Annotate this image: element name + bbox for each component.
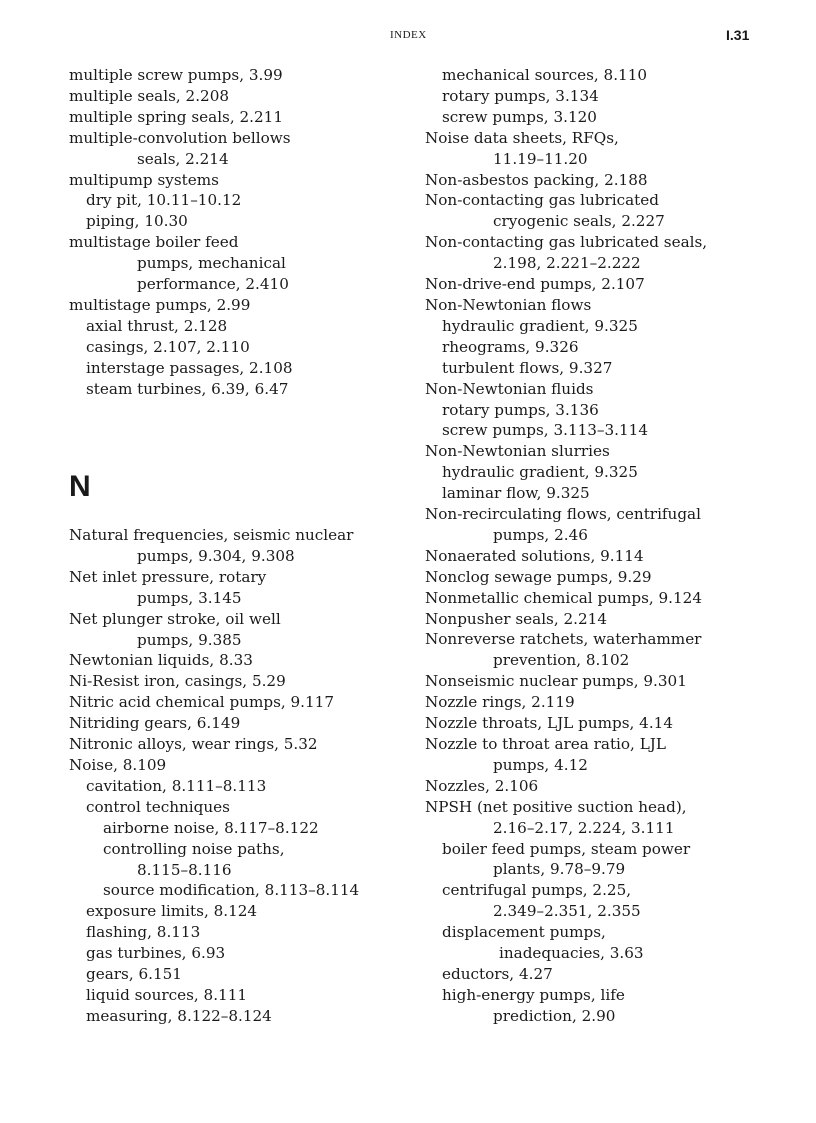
index-entry: Nozzle rings, 2.119 xyxy=(425,693,575,712)
index-subentry: rheograms, 9.326 xyxy=(442,337,579,356)
index-entry: Natural frequencies, seismic nuclear xyxy=(69,526,354,544)
index-entry-continuation: pumps, 9.385 xyxy=(137,630,242,649)
index-column-left-top xyxy=(69,65,419,400)
index-entry: Non-drive-end pumps, 2.107 xyxy=(425,275,645,294)
index-subsubentry: source modification, 8.113–8.114 xyxy=(103,881,360,900)
running-head: INDEX xyxy=(390,29,427,41)
index-subentry: turbulent flows, 9.327 xyxy=(442,358,613,377)
index-entry-continuation: 8.115–8.116 xyxy=(137,860,232,879)
index-entry-continuation: pumps, 2.46 xyxy=(493,525,588,544)
index-entry: Ni-Resist iron, casings, 5.29 xyxy=(69,672,286,691)
index-entry: Noise, 8.109 xyxy=(69,755,167,774)
index-subentry: eductors, 4.27 xyxy=(442,964,553,983)
index-entry-continuation: cryogenic seals, 2.227 xyxy=(493,212,665,231)
index-subentry: dry pit, 10.11–10.12 xyxy=(86,191,242,210)
index-entry: multipump systems xyxy=(69,170,219,189)
index-entry: multiple seals, 2.208 xyxy=(69,86,230,105)
index-entry-continuation: prediction, 2.90 xyxy=(493,1006,616,1025)
index-entry: Noise data sheets, RFQs, xyxy=(425,128,619,147)
index-entry: Nonaerated solutions, 9.114 xyxy=(425,546,644,565)
index-subentry: rotary pumps, 3.136 xyxy=(442,400,599,419)
index-entry: Nonreverse ratchets, waterhammer xyxy=(425,630,702,649)
index-entry-continuation: 2.198, 2.221–2.222 xyxy=(493,254,641,273)
index-subentry: laminar flow, 9.325 xyxy=(442,484,590,503)
section-letter-heading: N xyxy=(69,470,91,503)
index-subentry: exposure limits, 8.124 xyxy=(86,902,258,921)
index-entry: multistage pumps, 2.99 xyxy=(69,295,251,314)
index-subentry: steam turbines, 6.39, 6.47 xyxy=(86,379,289,398)
index-entry: Nonseismic nuclear pumps, 9.301 xyxy=(425,672,687,691)
index-subentry: flashing, 8.113 xyxy=(86,923,201,942)
index-entry: Nozzles, 2.106 xyxy=(425,776,539,795)
index-subentry: high-energy pumps, life xyxy=(442,985,625,1004)
index-entry: multiple-convolution bellows xyxy=(69,128,291,147)
index-entry-continuation: pumps, 9.304, 9.308 xyxy=(137,546,295,565)
index-column-left-bottom xyxy=(69,525,419,1027)
index-column-right xyxy=(425,65,765,1027)
index-entry-continuation: plants, 9.78–9.79 xyxy=(493,860,626,879)
index-entry: Non-contacting gas lubricated xyxy=(425,191,659,210)
index-subentry: boiler feed pumps, steam power xyxy=(442,839,691,858)
index-entry: Nonclog sewage pumps, 9.29 xyxy=(425,567,652,586)
index-subentry: screw pumps, 3.113–3.114 xyxy=(442,421,649,440)
index-entry: Nitriding gears, 6.149 xyxy=(69,714,241,733)
index-entry-continuation: pumps, 4.12 xyxy=(493,755,588,774)
index-entry-continuation: inadequacies, 3.63 xyxy=(499,944,644,963)
index-entry-continuation: prevention, 8.102 xyxy=(493,651,630,670)
index-entry-continuation: 2.349–2.351, 2.355 xyxy=(493,902,641,921)
index-subentry: hydraulic gradient, 9.325 xyxy=(442,316,638,335)
index-entry: Net inlet pressure, rotary xyxy=(69,567,267,586)
index-subentry: measuring, 8.122–8.124 xyxy=(86,1006,272,1025)
index-entry: Non-Newtonian fluids xyxy=(425,379,594,398)
index-subsubentry: airborne noise, 8.117–8.122 xyxy=(103,818,319,837)
index-entry: Nozzle to throat area ratio, LJL xyxy=(425,735,666,753)
index-entry: multiple spring seals, 2.211 xyxy=(69,107,283,126)
page-number: I.31 xyxy=(726,27,750,43)
index-subentry: piping, 10.30 xyxy=(86,212,188,231)
index-subsubentry: controlling noise paths, xyxy=(103,839,285,858)
index-entry: Non-recirculating flows, centrifugal xyxy=(425,505,701,524)
index-entry: Non-Newtonian flows xyxy=(425,295,592,314)
index-entry: Nitric acid chemical pumps, 9.117 xyxy=(69,693,335,712)
index-entry: Non-contacting gas lubricated seals, xyxy=(425,233,708,252)
index-subentry: displacement pumps, xyxy=(442,923,606,942)
index-entry: multiple screw pumps, 3.99 xyxy=(69,66,283,84)
index-entry-continuation: pumps, 3.145 xyxy=(137,588,242,607)
index-subentry: axial thrust, 2.128 xyxy=(86,316,228,335)
index-subentry: screw pumps, 3.120 xyxy=(442,107,597,126)
index-subentry: casings, 2.107, 2.110 xyxy=(86,337,250,356)
index-subentry: control techniques xyxy=(86,797,230,816)
index-subentry: gas turbines, 6.93 xyxy=(86,944,226,963)
index-entry: Nonmetallic chemical pumps, 9.124 xyxy=(425,588,703,607)
index-entry-continuation: seals, 2.214 xyxy=(137,149,229,168)
index-subentry: cavitation, 8.111–8.113 xyxy=(86,776,267,795)
index-entry: NPSH (net positive suction head), xyxy=(425,797,687,816)
index-entry-continuation: 11.19–11.20 xyxy=(493,149,588,168)
index-entry: Nitronic alloys, wear rings, 5.32 xyxy=(69,735,318,754)
index-subentry: rotary pumps, 3.134 xyxy=(442,86,599,105)
index-entry: Non-asbestos packing, 2.188 xyxy=(425,170,648,189)
index-subentry: gears, 6.151 xyxy=(86,965,182,984)
index-entry-continuation: performance, 2.410 xyxy=(137,275,289,294)
index-entry: Non-Newtonian slurries xyxy=(425,442,610,461)
index-subentry: centrifugal pumps, 2.25, xyxy=(442,881,632,900)
index-entry: Newtonian liquids, 8.33 xyxy=(69,651,253,670)
index-entry-continuation: pumps, mechanical xyxy=(137,254,286,273)
index-subentry: mechanical sources, 8.110 xyxy=(442,66,648,84)
index-subentry: interstage passages, 2.108 xyxy=(86,358,293,377)
index-entry: Net plunger stroke, oil well xyxy=(69,609,281,628)
index-subentry: hydraulic gradient, 9.325 xyxy=(442,463,638,482)
index-subentry: liquid sources, 8.111 xyxy=(86,985,248,1004)
index-entry: multistage boiler feed xyxy=(69,233,239,252)
index-entry: Nozzle throats, LJL pumps, 4.14 xyxy=(425,714,673,733)
index-entry-continuation: 2.16–2.17, 2.224, 3.111 xyxy=(493,818,675,837)
index-entry: Nonpusher seals, 2.214 xyxy=(425,609,607,628)
